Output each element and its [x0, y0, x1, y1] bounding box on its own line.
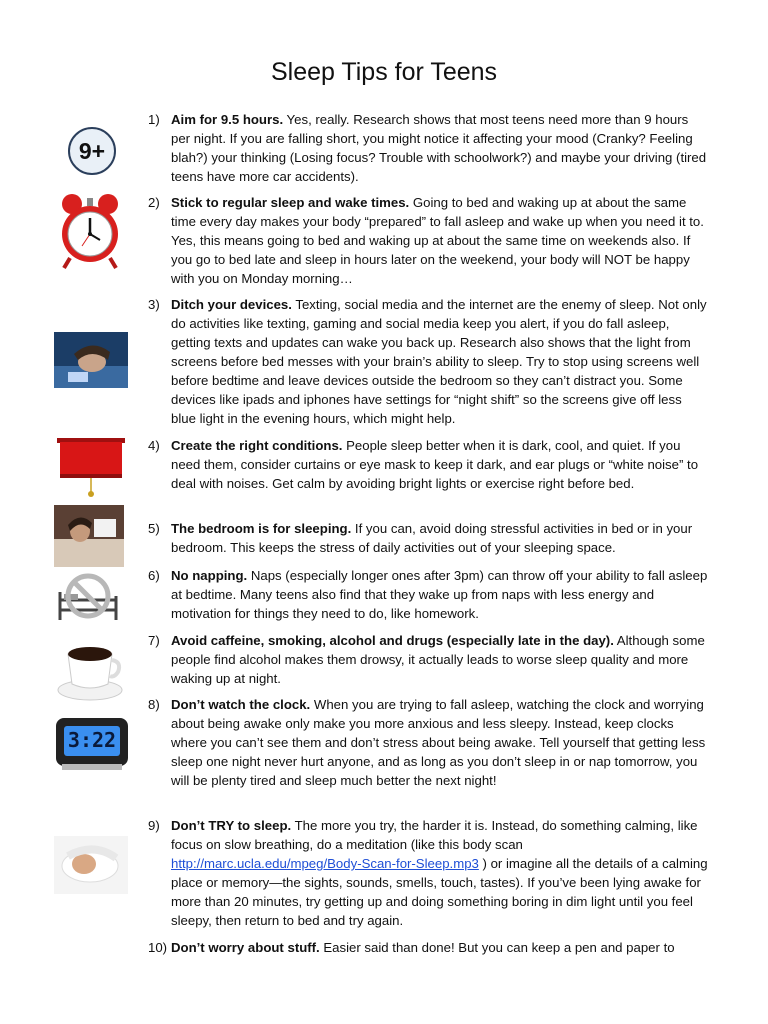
tip-number: 4): [148, 438, 160, 453]
tip-text: Going to bed and waking up at about the same time every day makes your body “prepared” to fall asleep and wake up when you need it to. Yes, this means going to bed and waking up at about the same time on weekends also. If you go to bed late and sleep in hours later on the weekend, your body will NOT be happy with you on Monday morning…: [171, 195, 704, 286]
tip-heading: The bedroom is for sleeping.: [171, 521, 352, 536]
no-bed-icon: [54, 572, 122, 626]
person-covering-head-photo: [54, 836, 128, 894]
tip-number: 10): [148, 940, 168, 955]
tip-heading: Avoid caffeine, smoking, alcohol and drugs (especially late in the day).: [171, 633, 614, 648]
alarm-clock-icon: [58, 192, 122, 270]
stressed-teen-in-bed-photo: [54, 505, 124, 567]
tip-6: [148, 566, 708, 623]
tip-10: [148, 938, 708, 957]
tip-number: 6): [148, 568, 160, 583]
digital-clock-icon: [54, 716, 130, 772]
tip-number: 9): [148, 818, 160, 833]
tip-heading: Don’t TRY to sleep.: [171, 818, 292, 833]
tip-heading: Ditch your devices.: [171, 297, 292, 312]
number-badge-icon: [68, 127, 116, 175]
tip-number: 2): [148, 195, 160, 210]
tip-heading: Stick to regular sleep and wake times.: [171, 195, 410, 210]
tip-5: [148, 519, 708, 557]
tip-number: 7): [148, 633, 160, 648]
tip-text: Naps (especially longer ones after 3pm) can throw off your ability to fall asleep at bedtime. Many teens also find that they wake up from naps with less energy and motivation for things they need to do, like homework.: [171, 568, 708, 621]
tip-number: 5): [148, 521, 160, 536]
red-window-shade-icon: [55, 438, 127, 500]
tip-text: When you are trying to fall asleep, watching the clock and worrying about being awake only make you more anxious and less sleepy. Instead, keep clocks where you can’t see them and don’t stress about being awake. Tell yourself that getting less sleep one night never hurt anyone, and as long as you don’t sleep in or nap tomorrow, you will be plenty tired and sleep much better the next night!: [171, 697, 706, 788]
tip-text: People sleep better when it is dark, cool, and quiet. If you need them, consider curtains or eye mask to keep it dark, and ear plugs or “white noise” to deal with noises. Get calm by avoiding bright lights or exercise right before bed.: [171, 438, 699, 491]
tip-text-after: ) or imagine all the details of a calming place or memory—the sights, sounds, smells, touch, tastes). If you’ve been lying awake for more than 20 minutes, try getting up and doing something boring in dim light until you feel sleepy, then return to bed and try again.: [171, 856, 708, 928]
tip-number: 1): [148, 112, 160, 127]
tip-heading: Create the right conditions.: [171, 438, 343, 453]
tip-7: [148, 631, 708, 688]
tip-heading: Don’t worry about stuff.: [171, 940, 320, 955]
tip-8: [148, 695, 708, 790]
tip-heading: Don’t watch the clock.: [171, 697, 311, 712]
badge-text: 9+: [78, 137, 106, 164]
clock-display-text: 3:22: [67, 728, 117, 752]
tip-9: [148, 816, 708, 930]
sleeping-teen-photo: [54, 332, 128, 388]
tip-number: 8): [148, 697, 160, 712]
tip-text: The more you try, the harder it is. Instead, do something calming, like focus on slow breathing, do a meditation (like this body scan: [171, 818, 698, 852]
tip-1: [148, 110, 708, 186]
page-title: Sleep Tips for Teens: [270, 58, 498, 86]
tip-text: Easier said than done! But you can keep a pen and paper to: [319, 940, 675, 955]
tip-text: Texting, social media and the internet are the enemy of sleep. Not only do activities like texting, gaming and social media keep you alert, if you do fall asleep, getting texts and updates can wake you back up. Research also shows that the light from screens before bed messes with your brain’s ability to sleep. Try to stop using screens well before bedtime and leave devices outside the bedroom so they can’t distract you. Some devices like ipads and iphones have settings for “night shift” so the screens give off less blue light in the evening hours, which might help.: [171, 297, 707, 426]
tip-2: [148, 193, 708, 288]
tip-heading: No napping.: [171, 568, 248, 583]
tip-text: If you can, avoid doing stressful activities in bed or in your bedroom. This keeps the stress of daily activities out of your sleeping space.: [171, 521, 693, 555]
tip-3: [148, 295, 708, 428]
tip-text: Although some people find alcohol makes them drowsy, it actually leads to worse sleep quality and more waking up at night.: [171, 633, 705, 686]
tip-number: 3): [148, 297, 160, 312]
tip-heading: Aim for 9.5 hours.: [171, 112, 284, 127]
body-scan-link[interactable]: http://marc.ucla.edu/mpeg/Body-Scan-for-Sleep.mp3: [171, 856, 479, 871]
coffee-cup-icon: [56, 640, 124, 702]
tip-text: Yes, really. Research shows that most teens need more than 9 hours per night. If you are falling short, you might notice it affecting your mood (Cranky? Feeling blah?) your thinking (Losing focus? Trouble with schoolwork?) and maybe your driving (tired teens have more car accidents).: [171, 112, 707, 184]
tip-4: [148, 436, 708, 493]
